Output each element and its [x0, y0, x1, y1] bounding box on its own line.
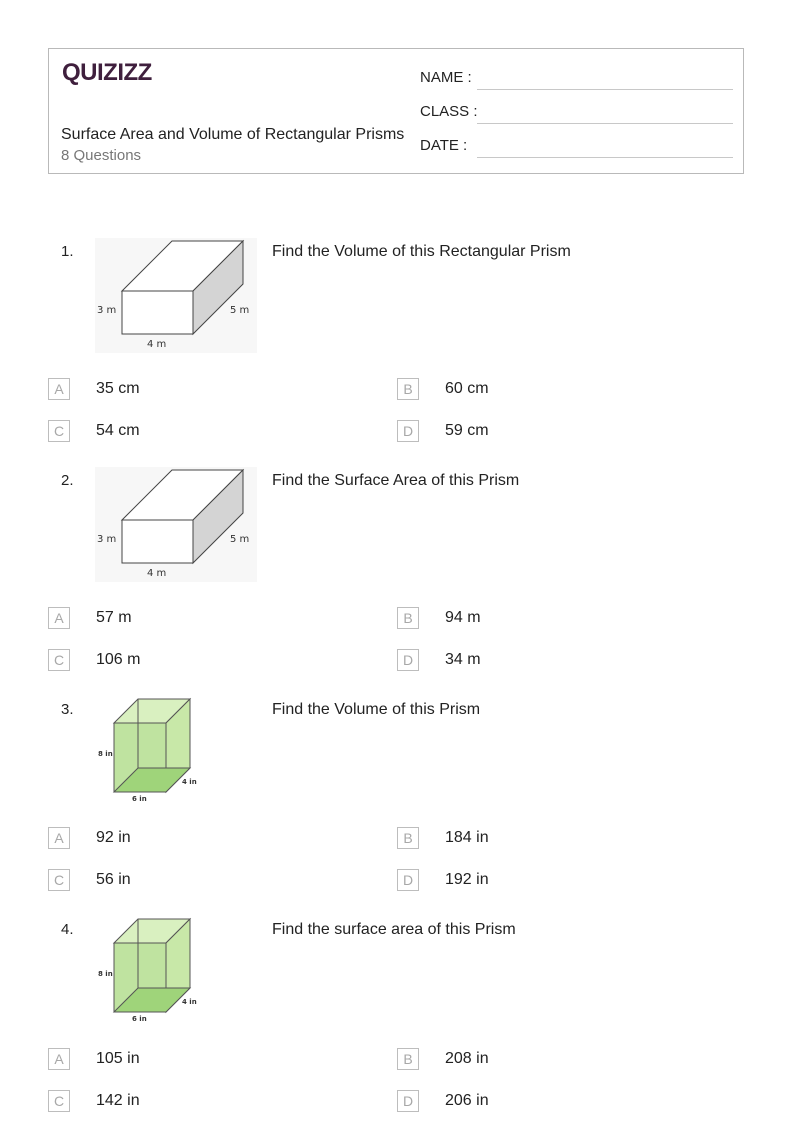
option-d-box[interactable]: D — [397, 1090, 419, 1112]
option-c-box[interactable]: C — [48, 869, 70, 891]
option-a-text[interactable]: 92 in — [96, 829, 131, 846]
dimension-label: 3 m — [97, 534, 117, 545]
option-c-box[interactable]: C — [48, 420, 70, 442]
option-a-box[interactable]: A — [48, 378, 70, 400]
option-c-text[interactable]: 142 in — [96, 1092, 140, 1109]
dimension-label: 4 m — [147, 568, 167, 579]
option-b-box[interactable]: B — [397, 607, 419, 629]
option-c-box[interactable]: C — [48, 1090, 70, 1112]
option-d-text[interactable]: 206 in — [445, 1092, 489, 1109]
dimension-label: 6 in — [132, 1015, 147, 1023]
green-prism-figure — [95, 696, 205, 806]
option-d-box[interactable]: D — [397, 420, 419, 442]
option-a-text[interactable]: 105 in — [96, 1050, 140, 1067]
question-count: 8 Questions — [61, 147, 142, 164]
option-c-text[interactable]: 54 cm — [96, 422, 140, 439]
dimension-label: 3 m — [97, 305, 117, 316]
option-b-text[interactable]: 94 m — [445, 609, 481, 626]
rectangular-prism-figure — [95, 467, 257, 582]
option-a-box[interactable]: A — [48, 607, 70, 629]
option-d-text[interactable]: 34 m — [445, 651, 481, 668]
dimension-label: 4 in — [182, 998, 197, 1006]
dimension-label: 5 m — [230, 305, 250, 316]
question-number: 3. — [61, 701, 74, 718]
question-text: Find the Surface Area of this Prism — [272, 472, 520, 489]
option-a-text[interactable]: 57 m — [96, 609, 132, 626]
question-number: 1. — [61, 243, 74, 260]
option-a-box[interactable]: A — [48, 827, 70, 849]
option-c-box[interactable]: C — [48, 649, 70, 671]
option-d-box[interactable]: D — [397, 869, 419, 891]
option-b-text[interactable]: 184 in — [445, 829, 489, 846]
quizizz-logo: QUIZIZZ — [62, 59, 152, 86]
option-b-box[interactable]: B — [397, 378, 419, 400]
worksheet-title: Surface Area and Volume of Rectangular Prisms — [61, 126, 405, 143]
question-number: 4. — [61, 921, 74, 938]
question-text: Find the Volume of this Prism — [272, 701, 481, 718]
name-line — [477, 89, 733, 90]
dimension-label: 4 in — [182, 778, 197, 786]
class-label: CLASS : — [420, 103, 478, 120]
dimension-label: 4 m — [147, 339, 167, 350]
question-text: Find the Volume of this Rectangular Prism — [272, 243, 571, 260]
option-b-text[interactable]: 60 cm — [445, 380, 489, 397]
green-prism-figure — [95, 916, 205, 1026]
date-label: DATE : — [420, 137, 468, 154]
option-c-text[interactable]: 106 m — [96, 651, 141, 668]
date-line — [477, 157, 733, 158]
dimension-label: 8 in — [98, 750, 113, 758]
name-label: NAME : — [420, 69, 472, 86]
class-line — [477, 123, 733, 124]
question-text: Find the surface area of this Prism — [272, 921, 516, 938]
option-a-box[interactable]: A — [48, 1048, 70, 1070]
option-b-box[interactable]: B — [397, 1048, 419, 1070]
dimension-label: 8 in — [98, 970, 113, 978]
question-number: 2. — [61, 472, 74, 489]
dimension-label: 6 in — [132, 795, 147, 803]
dimension-label: 5 m — [230, 534, 250, 545]
option-d-box[interactable]: D — [397, 649, 419, 671]
option-b-box[interactable]: B — [397, 827, 419, 849]
option-d-text[interactable]: 59 cm — [445, 422, 489, 439]
option-a-text[interactable]: 35 cm — [96, 380, 140, 397]
rectangular-prism-figure — [95, 238, 257, 353]
worksheet-header — [48, 48, 744, 174]
option-d-text[interactable]: 192 in — [445, 871, 489, 888]
option-b-text[interactable]: 208 in — [445, 1050, 489, 1067]
option-c-text[interactable]: 56 in — [96, 871, 131, 888]
